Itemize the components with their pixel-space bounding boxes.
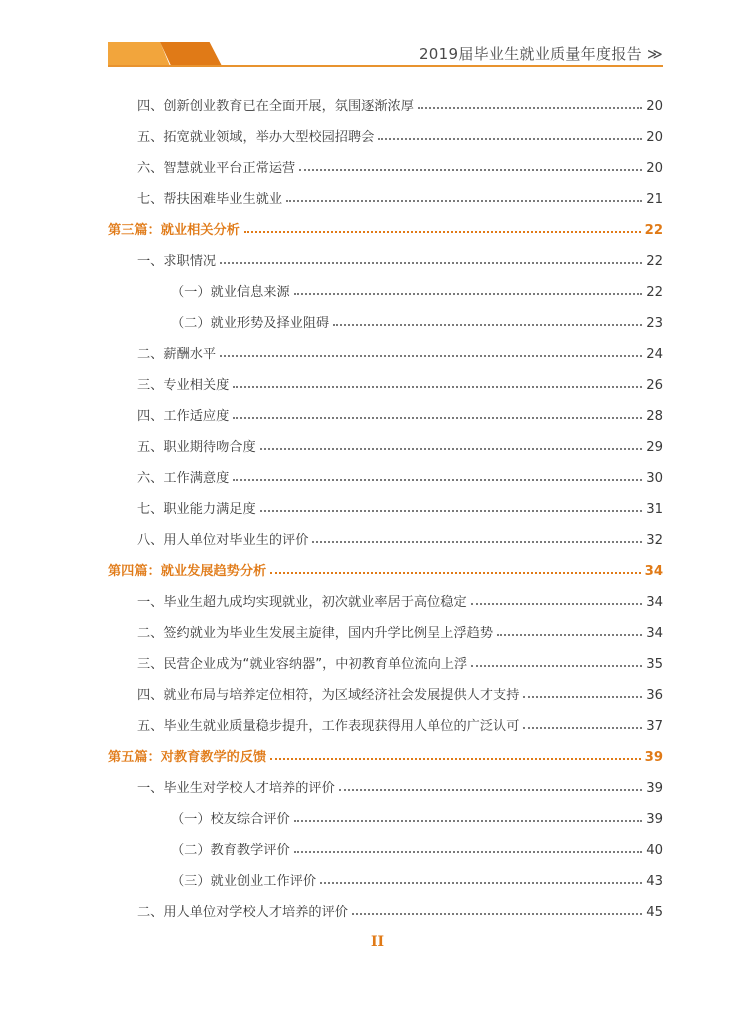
toc-entry-label: 第四篇：就业发展趋势分析 <box>108 564 267 579</box>
toc-entry[interactable] <box>137 588 663 610</box>
toc-dot-leader <box>220 262 642 264</box>
toc-dot-leader <box>523 727 642 729</box>
toc-entry[interactable] <box>137 898 663 920</box>
toc-entry-page: 40 <box>646 843 663 858</box>
toc-entry-page: 45 <box>646 905 663 920</box>
toc-entry-label: 第五篇：对教育教学的反馈 <box>108 750 267 765</box>
toc-section-entry[interactable] <box>108 743 663 765</box>
toc-entry[interactable] <box>137 619 663 641</box>
toc-entry[interactable] <box>137 526 663 548</box>
toc-dot-leader <box>233 386 642 388</box>
toc-dot-leader <box>299 169 642 171</box>
toc-entry-page: 22 <box>646 285 663 300</box>
toc-dot-leader <box>233 417 642 419</box>
toc-entry[interactable] <box>137 185 663 207</box>
toc-entry-label: 五、毕业生就业质量稳步提升，工作表现获得用人单位的广泛认可 <box>137 719 520 734</box>
toc-entry[interactable] <box>171 836 663 858</box>
toc-dot-leader <box>286 200 642 202</box>
toc-entry[interactable] <box>137 247 663 269</box>
toc-dot-leader <box>294 293 643 295</box>
toc-dot-leader <box>497 634 642 636</box>
toc-dot-leader <box>339 789 642 791</box>
toc-entry[interactable] <box>137 340 663 362</box>
toc-entry-page: 35 <box>646 657 663 672</box>
toc-dot-leader <box>320 882 642 884</box>
toc-entry-page: 39 <box>646 812 663 827</box>
toc-entry-page: 29 <box>646 440 663 455</box>
toc-entry-label: 四、工作适应度 <box>137 409 230 424</box>
toc-entry-page: 36 <box>646 688 663 703</box>
toc-entry[interactable] <box>137 154 663 176</box>
toc-dot-leader <box>233 479 642 481</box>
toc-entry-label: （一）就业信息来源 <box>171 285 290 300</box>
toc-dot-leader <box>260 510 643 512</box>
page-header <box>0 0 755 75</box>
toc-entry-page: 30 <box>646 471 663 486</box>
toc-dot-leader <box>352 913 642 915</box>
toc-entry-label: 二、签约就业为毕业生发展主旋律，国内升学比例呈上浮趋势 <box>137 626 494 641</box>
page-number: II <box>370 934 385 950</box>
toc-entry-page: 34 <box>646 626 663 641</box>
toc-entry[interactable] <box>137 402 663 424</box>
toc-entry-page: 28 <box>646 409 663 424</box>
toc-section-entry[interactable] <box>108 557 663 579</box>
toc-dot-leader <box>523 696 642 698</box>
toc-entry-label: （二）教育教学评价 <box>171 843 290 858</box>
toc-entry[interactable] <box>137 433 663 455</box>
toc-entry[interactable] <box>137 712 663 734</box>
toc-entry[interactable] <box>171 278 663 300</box>
toc-entry[interactable] <box>137 681 663 703</box>
toc-dot-leader <box>294 851 643 853</box>
toc-entry-page: 37 <box>646 719 663 734</box>
report-title: 2019届毕业生就业质量年度报告 ≫ <box>418 45 663 63</box>
toc-entry[interactable] <box>137 371 663 393</box>
header-rule <box>108 65 663 67</box>
toc-entry-page: 22 <box>644 223 663 238</box>
toc-entry-label: 三、民营企业成为“就业容纳器”，中初教育单位流向上浮 <box>137 657 468 672</box>
toc-entry-page: 20 <box>646 99 663 114</box>
toc-section-entry[interactable] <box>108 216 663 238</box>
toc-entry-page: 22 <box>646 254 663 269</box>
toc-entry-label: 四、创新创业教育已在全面开展，氛围逐渐浓厚 <box>137 99 414 114</box>
toc-entry[interactable] <box>171 867 663 889</box>
toc-entry-label: 七、帮扶困难毕业生就业 <box>137 192 283 207</box>
toc-entry-label: 八、用人单位对毕业生的评价 <box>137 533 309 548</box>
toc-entry[interactable] <box>171 309 663 331</box>
toc-entry-page: 32 <box>646 533 663 548</box>
header-accent-bar-dark <box>160 42 222 66</box>
toc-entry[interactable] <box>171 805 663 827</box>
toc-entry-page: 21 <box>646 192 663 207</box>
toc-entry-page: 24 <box>646 347 663 362</box>
toc-entry-page: 20 <box>646 161 663 176</box>
toc-entry-label: 二、用人单位对学校人才培养的评价 <box>137 905 348 920</box>
toc-entry-label: 六、智慧就业平台正常运营 <box>137 161 296 176</box>
toc-entry-page: 34 <box>646 595 663 610</box>
toc-entry-page: 20 <box>646 130 663 145</box>
toc-entry-label: 二、薪酬水平 <box>137 347 217 362</box>
toc-dot-leader <box>471 665 642 667</box>
toc-entry-label: 五、拓宽就业领域，举办大型校园招聘会 <box>137 130 375 145</box>
toc-entry-label: （三）就业创业工作评价 <box>171 874 317 889</box>
toc-entry[interactable] <box>137 123 663 145</box>
toc-dot-leader <box>333 324 642 326</box>
header-accent-bar <box>108 42 170 66</box>
toc-entry-label: 一、求职情况 <box>137 254 217 269</box>
toc-entry-label: 四、就业布局与培养定位相符，为区域经济社会发展提供人才支持 <box>137 688 520 703</box>
toc-entry-page: 23 <box>646 316 663 331</box>
toc-entry[interactable] <box>137 650 663 672</box>
toc-entry-page: 39 <box>644 750 663 765</box>
toc-entry[interactable] <box>137 92 663 114</box>
toc-entry-label: （一）校友综合评价 <box>171 812 290 827</box>
toc-dot-leader <box>312 541 642 543</box>
toc-entry-page: 43 <box>646 874 663 889</box>
toc-dot-leader <box>220 355 642 357</box>
toc-entry-label: 一、毕业生超九成均实现就业，初次就业率居于高位稳定 <box>137 595 467 610</box>
toc-entry-label: 一、毕业生对学校人才培养的评价 <box>137 781 335 796</box>
toc-entry-label: （二）就业形势及择业阻碍 <box>171 316 330 331</box>
toc-entry[interactable] <box>137 495 663 517</box>
toc-dot-leader <box>260 448 643 450</box>
toc-dot-leader <box>471 603 643 605</box>
toc-dot-leader <box>270 572 640 574</box>
toc-entry[interactable] <box>137 774 663 796</box>
toc-dot-leader <box>270 758 640 760</box>
toc-entry[interactable] <box>137 464 663 486</box>
toc-entry-label: 七、职业能力满足度 <box>137 502 256 517</box>
toc-entry-page: 26 <box>646 378 663 393</box>
toc-dot-leader <box>418 107 642 109</box>
toc-dot-leader <box>294 820 643 822</box>
toc-entry-page: 39 <box>646 781 663 796</box>
toc-entry-page: 31 <box>646 502 663 517</box>
toc-entry-label: 第三篇：就业相关分析 <box>108 223 240 238</box>
toc-entry-label: 三、专业相关度 <box>137 378 230 393</box>
toc-dot-leader <box>378 138 642 140</box>
toc-entry-label: 六、工作满意度 <box>137 471 230 486</box>
toc-dot-leader <box>244 231 641 233</box>
toc-entry-label: 五、职业期待吻合度 <box>137 440 256 455</box>
toc-entry-page: 34 <box>644 564 663 579</box>
